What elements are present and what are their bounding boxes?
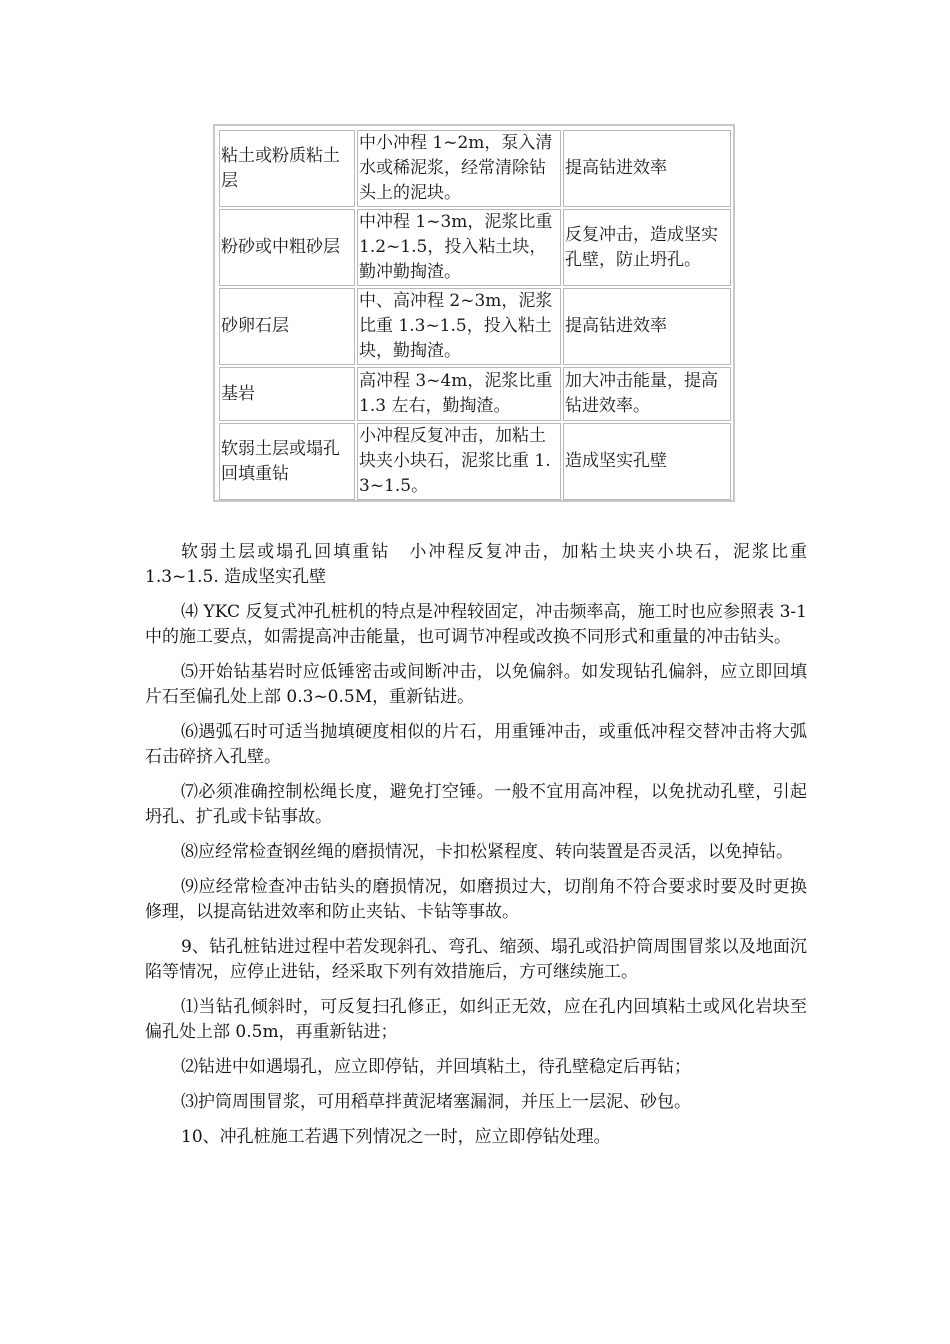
- body-text: [145, 540, 807, 1160]
- table-cell-stratum: 砂卵石层: [219, 288, 355, 365]
- paragraph: 9、钻孔桩钻进过程中若发现斜孔、弯孔、缩颈、塌孔或沿护筒周围冒浆以及地面沉陷等情况，应停止进钻，经采取下列有效措施后，方可继续施工。: [145, 937, 807, 982]
- table-row: [219, 130, 731, 207]
- paragraph: ⑴当钻孔倾斜时，可反复扫孔修正，如纠正无效，应在孔内回填粘土或风化岩块至偏孔处上部 0.5m，再重新钻进；: [145, 997, 807, 1042]
- paragraph: 软弱土层或塌孔回填重钻 小冲程反复冲击，加粘土块夹小块石，泥浆比重 1.3~1.5. 造成坚实孔壁: [145, 542, 807, 587]
- table-cell-purpose: 提高钻进效率: [563, 288, 731, 365]
- table-row: [219, 209, 731, 286]
- paragraph: ⑹遇弧石时可适当抛填硬度相似的片石，用重锤冲击，或重低冲程交替冲击将大弧石击碎挤入孔壁。: [145, 722, 807, 767]
- table-cell-method: 中小冲程 1~2m，泵入清水或稀泥浆，经常清除钻头上的泥块。: [357, 130, 561, 207]
- paragraph: ⑼应经常检查冲击钻头的磨损情况，如磨损过大，切削角不符合要求时要及时更换修理，以提高钻进效率和防止夹钻、卡钻等事故。: [145, 877, 807, 922]
- table-row: [219, 423, 731, 500]
- table-cell-method: 中冲程 1~3m，泥浆比重 1.2~1.5，投入粘土块，勤冲勤掏渣。: [357, 209, 561, 286]
- construction-table-frame: [213, 124, 735, 502]
- paragraph: ⑵钻进中如遇塌孔，应立即停钻，并回填粘土，待孔壁稳定后再钻；: [181, 1057, 691, 1077]
- table-cell-stratum: 软弱土层或塌孔回填重钻: [219, 423, 355, 500]
- table-cell-purpose: 造成坚实孔壁: [563, 423, 731, 500]
- table-cell-purpose: 反复冲击，造成坚实孔壁，防止坍孔。: [563, 209, 731, 286]
- paragraph: ⑻应经常检查钢丝绳的磨损情况，卡扣松紧程度、转向装置是否灵活，以免掉钻。: [181, 842, 793, 862]
- table-cell-purpose: 加大冲击能量，提高钻进效率。: [563, 367, 731, 421]
- paragraph: 10、冲孔桩施工若遇下列情况之一时，应立即停钻处理。: [181, 1127, 611, 1147]
- table-cell-stratum: 基岩: [219, 367, 355, 421]
- table-cell-method: 中、高冲程 2~3m，泥浆比重 1.3~1.5，投入粘土块，勤掏渣。: [357, 288, 561, 365]
- table-cell-stratum: 粘土或粉质粘土层: [219, 130, 355, 207]
- paragraph: ⑷ YKC 反复式冲孔桩机的特点是冲程较固定，冲击频率高，施工时也应参照表 3-1 中的施工要点，如需提高冲击能量，也可调节冲程或改换不同形式和重量的冲击钻头。: [145, 602, 807, 647]
- table-cell-stratum: 粉砂或中粗砂层: [219, 209, 355, 286]
- paragraph: ⑺必须准确控制松绳长度，避免打空锤。一般不宜用高冲程，以免扰动孔壁，引起坍孔、扩孔或卡钻事故。: [145, 782, 807, 827]
- paragraph: ⑶护筒周围冒浆，可用稻草拌黄泥堵塞漏洞，并压上一层泥、砂包。: [181, 1092, 691, 1112]
- table-cell-purpose: 提高钻进效率: [563, 130, 731, 207]
- table-cell-method: 高冲程 3~4m，泥浆比重 1.3 左右，勤掏渣。: [357, 367, 561, 421]
- table-row: [219, 367, 731, 421]
- construction-table: [217, 128, 733, 502]
- table-row: [219, 288, 731, 365]
- table-cell-method: 小冲程反复冲击，加粘土块夹小块石，泥浆比重 1.3~1.5。: [357, 423, 561, 500]
- paragraph: ⑸开始钻基岩时应低锤密击或间断冲击，以免偏斜。如发现钻孔偏斜，应立即回填片石至偏孔处上部 0.3~0.5M，重新钻进。: [145, 662, 807, 707]
